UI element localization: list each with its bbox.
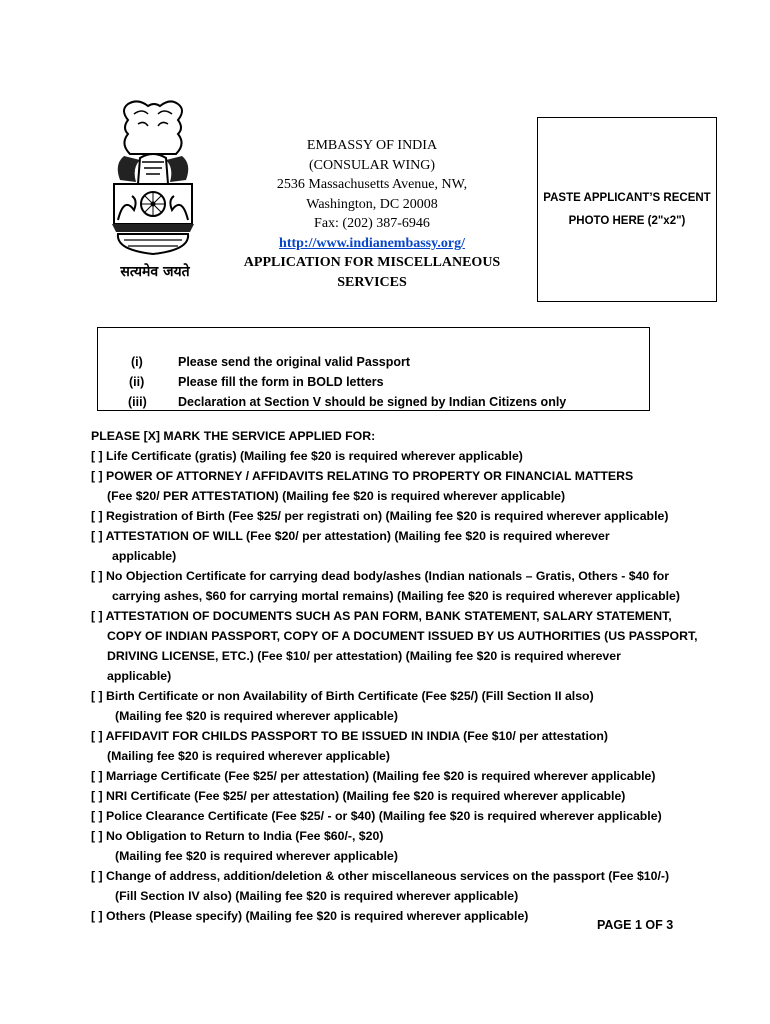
service-option-continuation: COPY OF INDIAN PASSPORT, COPY OF A DOCUMENT ISSUED BY US AUTHORITIES (US PASSPORT, <box>107 629 698 643</box>
service-option[interactable]: [ ] Life Certificate (gratis) (Mailing fee $20 is required wherever applicable) <box>91 449 523 463</box>
street-address: 2536 Massachusetts Avenue, NW, <box>276 177 468 192</box>
page-number: PAGE 1 OF 3 <box>597 918 674 932</box>
form-title: APPLICATION FOR MISCELLANEOUS SERVICES <box>243 255 501 290</box>
services-heading: PLEASE [X] MARK THE SERVICE APPLIED FOR: <box>91 429 376 443</box>
photo-box[interactable] <box>537 117 717 302</box>
service-option[interactable]: [ ] Birth Certificate or non Availability of Birth Certificate (Fee $25/) (Fill Section II also) <box>91 689 594 703</box>
service-option-continuation: applicable) <box>107 669 172 683</box>
instruction-number: (iii) <box>128 395 147 409</box>
service-option[interactable]: [ ] Police Clearance Certificate (Fee $25/ - or $40) (Mailing fee $20 is required wherever applicable) <box>91 809 662 823</box>
service-option-continuation: (Mailing fee $20 is required wherever applicable) <box>115 709 398 723</box>
service-option[interactable]: [ ] AFFIDAVIT FOR CHILDS PASSPORT TO BE ISSUED IN INDIA (Fee $10/ per attestation) <box>91 729 608 743</box>
service-option[interactable]: [ ] No Obligation to Return to India (Fee $60/-, $20) <box>91 829 384 843</box>
service-option[interactable]: [ ] POWER OF ATTORNEY / AFFIDAVITS RELATING TO PROPERTY OR FINANCIAL MATTERS <box>91 469 634 483</box>
instruction-number: (i) <box>131 355 143 369</box>
consular-wing: (CONSULAR WING) <box>308 157 436 173</box>
service-option[interactable]: [ ] Registration of Birth (Fee $25/ per registrati on) (Mailing fee $20 is required wherever applicable) <box>91 509 669 523</box>
instruction-number: (ii) <box>129 375 145 389</box>
service-option-continuation: DRIVING LICENSE, ETC.) (Fee $10/ per attestation) (Mailing fee $20 is required wherever <box>107 649 621 663</box>
city-address: Washington, DC 20008 <box>306 196 438 212</box>
service-option-continuation: applicable) <box>112 549 177 563</box>
embassy-header <box>222 136 522 292</box>
service-option[interactable]: [ ] Others (Please specify) (Mailing fee $20 is required wherever applicable) <box>91 909 529 923</box>
national-emblem <box>98 100 208 285</box>
service-option-continuation: (Fill Section IV also) (Mailing fee $20 is required wherever applicable) <box>115 889 519 903</box>
service-option-continuation: (Mailing fee $20 is required wherever applicable) <box>107 749 390 763</box>
instruction-text: Declaration at Section V should be signed by Indian Citizens only <box>178 395 567 409</box>
service-option[interactable]: [ ] Marriage Certificate (Fee $25/ per attestation) (Mailing fee $20 is required wherever applicable) <box>91 769 656 783</box>
service-option[interactable]: [ ] ATTESTATION OF DOCUMENTS SUCH AS PAN FORM, BANK STATEMENT, SALARY STATEMENT, <box>91 609 672 623</box>
services-list <box>91 426 731 926</box>
service-option-continuation: (Fee $20/ PER ATTESTATION) (Mailing fee $20 is required wherever applicable) <box>107 489 566 503</box>
emblem-motto: सत्यमेव जयते <box>120 264 190 280</box>
service-option[interactable]: [ ] Change of address, addition/deletion & other miscellaneous services on the passport (Fee $10/-) <box>91 869 670 883</box>
embassy-name: EMBASSY OF INDIA <box>306 138 438 153</box>
photo-instruction-line1: PASTE APPLICANT’S RECENT <box>543 191 711 204</box>
service-option[interactable]: [ ] ATTESTATION OF WILL (Fee $20/ per attestation) (Mailing fee $20 is required wherever <box>91 529 610 543</box>
embassy-website-link[interactable]: http://www.indianembassy.org/ <box>279 235 465 251</box>
service-option-continuation: (Mailing fee $20 is required wherever applicable) <box>115 849 398 863</box>
instruction-text: Please send the original valid Passport <box>178 355 411 369</box>
service-option-continuation: carrying ashes, $60 for carrying mortal remains) (Mailing fee $20 is required wherever applicable) <box>112 589 680 603</box>
service-option[interactable]: [ ] NRI Certificate (Fee $25/ per attestation) (Mailing fee $20 is required wherever applicable) <box>91 789 626 803</box>
instruction-text: Please fill the form in BOLD letters <box>178 375 384 389</box>
photo-instruction-line2: PHOTO HERE (2"x2") <box>568 214 686 227</box>
service-option[interactable]: [ ] No Objection Certificate for carrying dead body/ashes (Indian nationals – Gratis, Others - $40 for <box>91 569 670 583</box>
lion-capital-emblem-icon <box>98 100 208 260</box>
fax-number: Fax: (202) 387-6946 <box>314 216 430 231</box>
